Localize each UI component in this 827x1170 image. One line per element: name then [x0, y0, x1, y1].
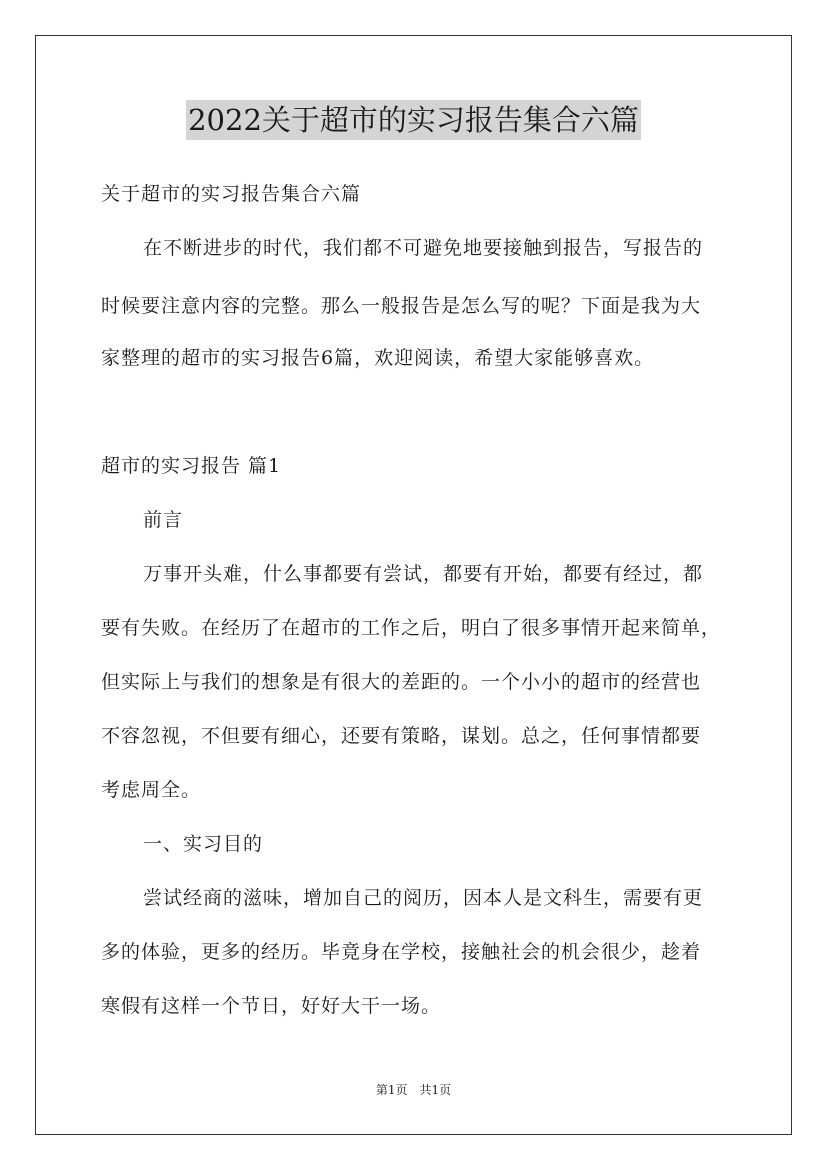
document-subtitle: 关于超市的实习报告集合六篇 [101, 183, 362, 205]
preface-line-1: 万事开头难，什么事都要有尝试，都要有开始，都要有经过，都 [143, 563, 704, 585]
purpose-heading: 一、实习目的 [143, 833, 264, 855]
intro-line-3: 家整理的超市的实习报告6篇，欢迎阅读，希望大家能够喜欢。 [101, 347, 655, 369]
preface-line-3: 但实际上与我们的想象是有很大的差距的。一个小小的超市的经营也 [101, 671, 702, 693]
preface-line-5: 考虑周全。 [101, 779, 202, 801]
purpose-line-2: 多的体验，更多的经历。毕竟身在学校，接触社会的机会很少，趁着 [101, 941, 702, 963]
purpose-line-3: 寒假有这样一个节日，好好大干一场。 [101, 995, 442, 1017]
document-title: 2022关于超市的实习报告集合六篇 [186, 100, 641, 140]
section-heading: 超市的实习报告 篇1 [101, 455, 282, 477]
purpose-line-1: 尝试经商的滋味，增加自己的阅历，因本人是文科生，需要有更 [143, 887, 704, 909]
page-footer: 第1页 共1页 [375, 1083, 452, 1097]
preface-line-4: 不容忽视，不但要有细心，还要有策略，谋划。总之，任何事情都要 [101, 725, 702, 747]
intro-line-2: 时候要注意内容的完整。那么一般报告是怎么写的呢？下面是我为大 [101, 295, 702, 317]
preface-heading: 前言 [143, 509, 184, 531]
preface-line-2: 要有失败。在经历了在超市的工作之后，明白了很多事情开起来简单， [101, 617, 722, 639]
intro-line-1: 在不断进步的时代，我们都不可避免地要接触到报告，写报告的 [143, 237, 704, 259]
title-container [0, 100, 827, 140]
